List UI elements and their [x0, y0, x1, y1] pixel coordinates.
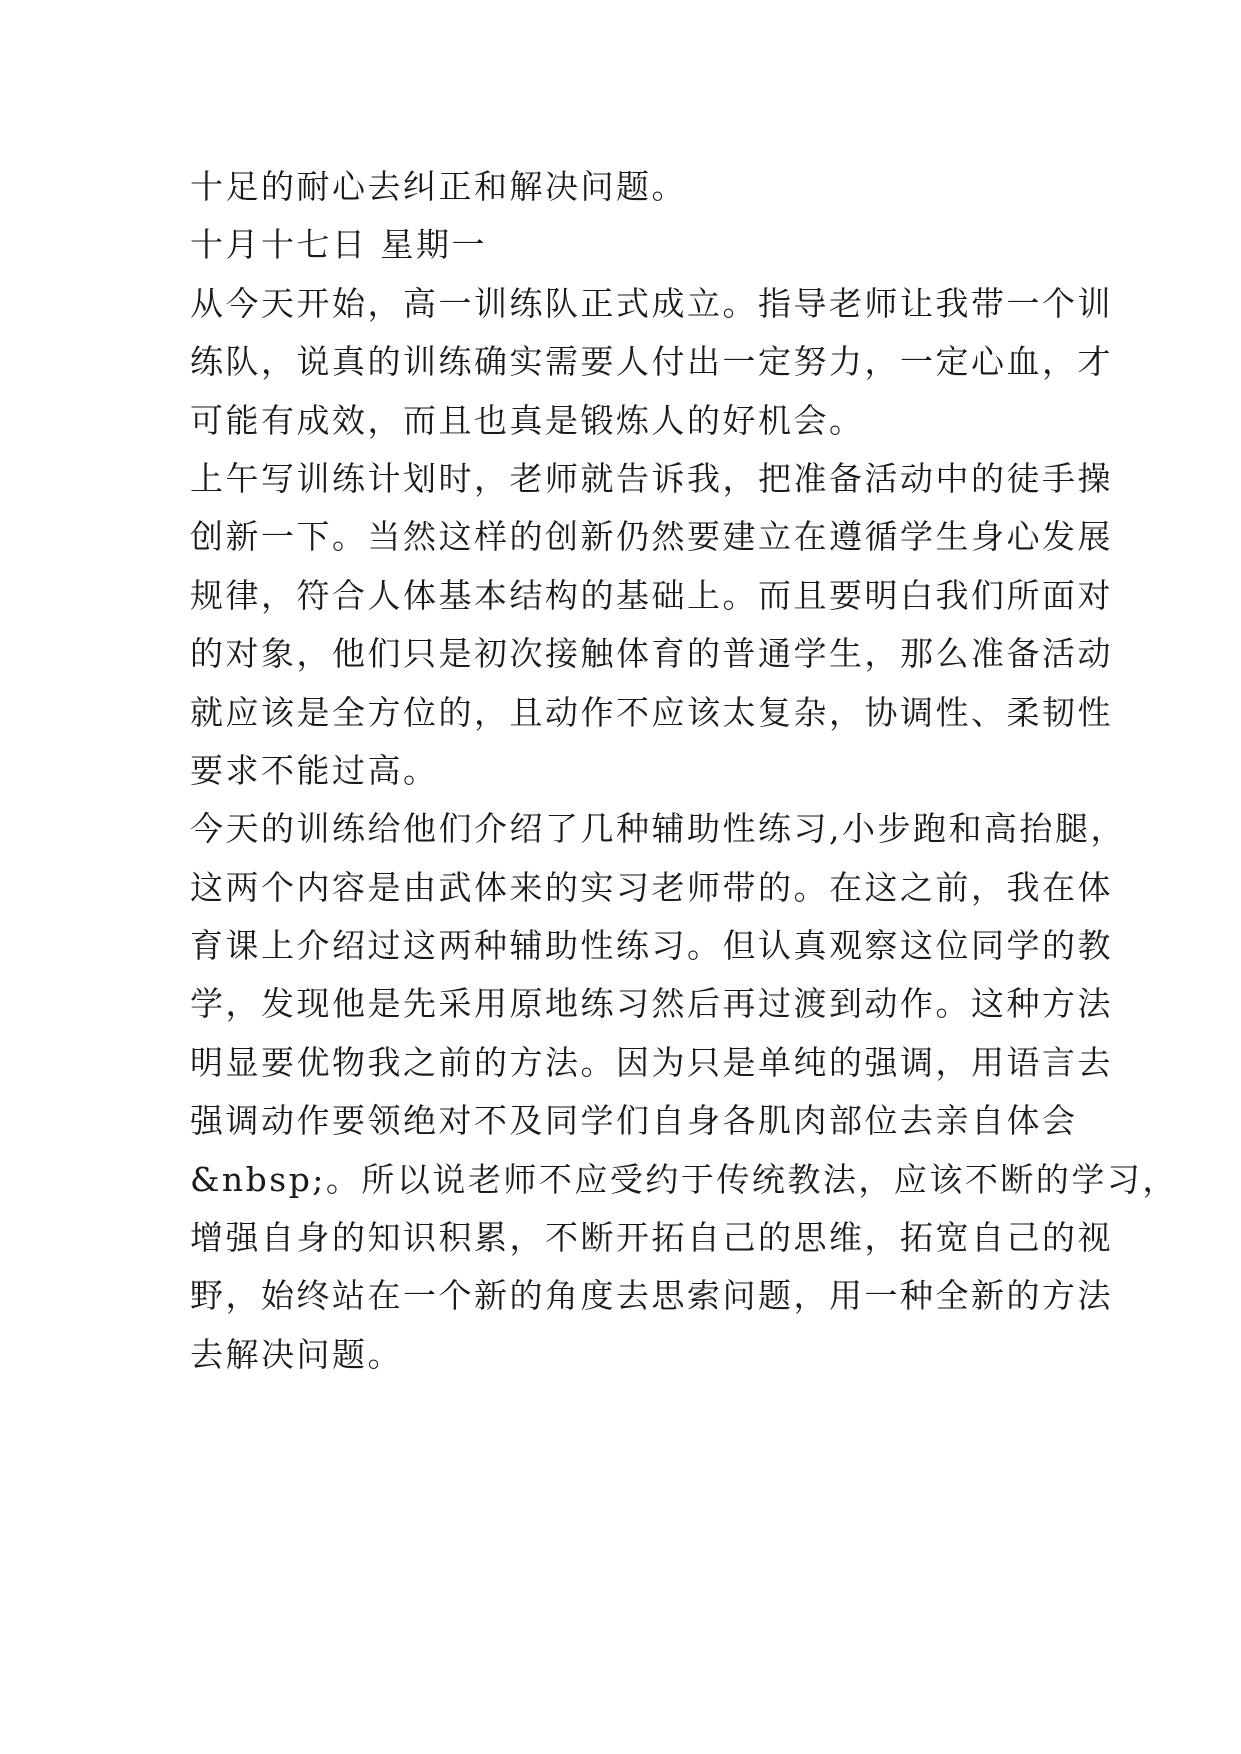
text-line: &nbsp;。所以说老师不应受约于传统教法，应该不断的学习， [190, 1159, 1178, 1199]
text-line: 练队，说真的训练确实需要人付出一定努力，一定心血，才 [190, 342, 1113, 382]
text-line: 十足的耐心去纠正和解决问题。 [190, 167, 687, 206]
date-heading: 十月十七日 星期一 [190, 225, 487, 265]
text-line: 的对象，他们只是初次接触体育的普通学生，那么准备活动 [190, 634, 1113, 674]
text-line: 增强自身的知识积累，不断开拓自己的思维，拓宽自己的视 [190, 1218, 1113, 1258]
text-line: 从今天开始，高一训练队正式成立。指导老师让我带一个训 [190, 283, 1113, 323]
text-line: 上午写训练计划时，老师就告诉我，把准备活动中的徒手操 [190, 458, 1113, 498]
text-line: 规律，符合人体基本结构的基础上。而且要明白我们所面对 [190, 575, 1113, 615]
text-line: 野，始终站在一个新的角度去思索问题，用一种全新的方法 [190, 1276, 1113, 1316]
text-line: 创新一下。当然这样的创新仍然要建立在遵循学生身心发展 [190, 517, 1113, 557]
body-text [190, 158, 1178, 1384]
text-line: 去解决问题。 [190, 1334, 403, 1374]
text-line: 明显要优物我之前的方法。因为只是单纯的强调，用语言去 [190, 1042, 1113, 1082]
text-line: 今天的训练给他们介绍了几种辅助性练习,小步跑和高抬腿， [190, 809, 1126, 849]
text-line: 可能有成效，而且也真是锻炼人的好机会。 [190, 400, 865, 440]
text-line: 要求不能过高。 [190, 750, 439, 790]
text-line: 强调动作要领绝对不及同学们自身各肌肉部位去亲自体会 [190, 1101, 1078, 1141]
text-line: 学，发现他是先采用原地练习然后再过渡到动作。这种方法 [190, 984, 1113, 1024]
text-line: 育课上介绍过这两种辅助性练习。但认真观察这位同学的教 [190, 926, 1113, 966]
text-line: 这两个内容是由武体来的实习老师带的。在这之前，我在体 [190, 867, 1113, 907]
text-line: 就应该是全方位的，且动作不应该太复杂，协调性、柔韧性 [190, 692, 1113, 732]
